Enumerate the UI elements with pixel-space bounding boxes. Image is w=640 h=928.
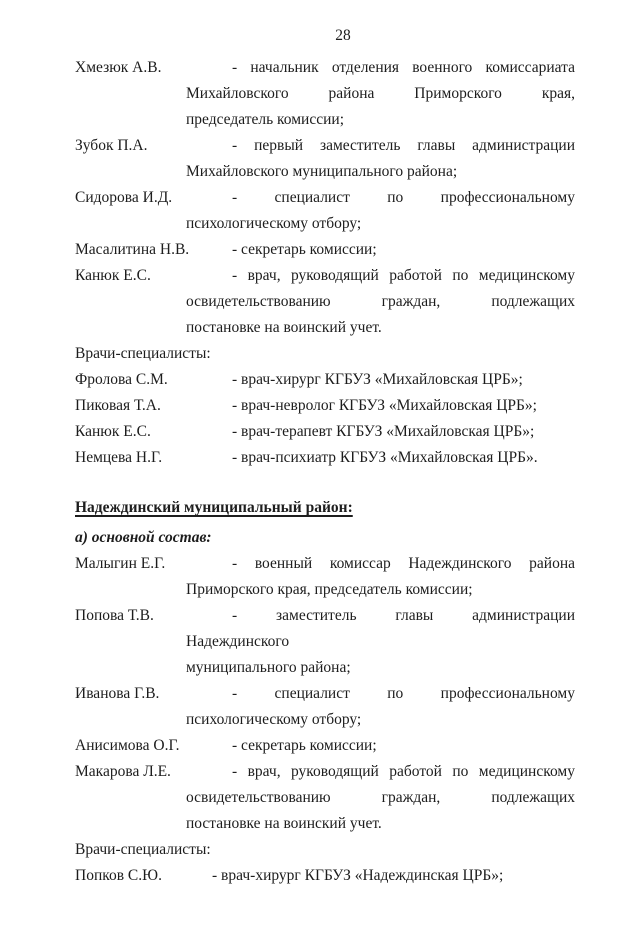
member-role — [186, 393, 575, 419]
entry-row — [75, 863, 640, 889]
role-line: - врач, руководящий работой по медицинскому — [232, 763, 575, 780]
member-role — [186, 185, 575, 237]
member-name: Канюк Е.С. — [75, 267, 151, 284]
doctors-label: Врачи-специалисты: — [75, 345, 211, 362]
member-name: Фролова С.М. — [75, 371, 168, 388]
role-line: муниципального района; — [186, 659, 351, 676]
entry-row — [75, 367, 640, 393]
role-line: Михайловского муниципального района; — [186, 163, 458, 180]
member-name: Хмезюк А.В. — [75, 59, 162, 76]
role-line: психологическому отбору; — [186, 711, 362, 728]
role-line: освидетельствованию граждан, подлежащих — [186, 789, 575, 806]
entry-row — [75, 759, 640, 837]
member-role — [186, 551, 575, 603]
member-role — [186, 759, 575, 837]
role-line: - заместитель главы администрации Надеждинского — [186, 607, 575, 650]
member-name: Малыгин Е.Г. — [75, 555, 166, 572]
entry-row — [75, 393, 640, 419]
entry-row — [75, 237, 640, 263]
role-line: Михайловского района Приморского края, — [186, 85, 575, 102]
entry-row — [75, 133, 640, 185]
role-line: - врач-хирург КГБУЗ «Надеждинская ЦРБ»; — [212, 867, 504, 884]
role-line: психологическому отбору; — [186, 215, 362, 232]
member-name: Попков С.Ю. — [75, 867, 162, 884]
role-line: - врач-терапевт КГБУЗ «Михайловская ЦРБ»; — [232, 423, 535, 440]
role-line: - врач-хирург КГБУЗ «Михайловская ЦРБ»; — [232, 371, 523, 388]
entry-row — [75, 55, 640, 133]
role-line: постановке на воинский учет. — [186, 815, 382, 832]
doctors-label: Врачи-специалисты: — [75, 841, 211, 858]
role-line: - специалист по профессиональному — [232, 685, 575, 702]
role-line: Приморского края, председатель комиссии; — [186, 581, 473, 598]
member-role — [186, 733, 575, 759]
member-role — [186, 237, 575, 263]
member-name: Пиковая Т.А. — [75, 397, 161, 414]
member-name: Сидорова И.Д. — [75, 189, 173, 206]
member-name: Зубок П.А. — [75, 137, 148, 154]
member-role — [186, 603, 575, 681]
member-role — [186, 419, 575, 445]
role-line: - специалист по профессиональному — [232, 189, 575, 206]
member-role — [186, 681, 575, 733]
entry-row — [75, 419, 640, 445]
role-line: - врач-психиатр КГБУЗ «Михайловская ЦРБ». — [232, 449, 538, 466]
entry-row — [75, 263, 640, 341]
member-name: Анисимова О.Г. — [75, 737, 180, 754]
role-line: освидетельствованию граждан, подлежащих — [186, 293, 575, 310]
role-line: - секретарь комиссии; — [232, 737, 377, 754]
page-number: 28 — [335, 27, 351, 44]
role-line: - начальник отделения военного комиссариата — [232, 59, 575, 76]
member-name: Канюк Е.С. — [75, 423, 151, 440]
role-line: постановке на воинский учет. — [186, 319, 382, 336]
entry-row — [75, 733, 640, 759]
role-line: - врач-невролог КГБУЗ «Михайловская ЦРБ»; — [232, 397, 537, 414]
role-line: - врач, руководящий работой по медицинскому — [232, 267, 575, 284]
member-role — [186, 445, 575, 471]
member-role — [186, 263, 575, 341]
section-heading: Надеждинский муниципальный район: — [75, 499, 353, 516]
entry-row — [75, 445, 640, 471]
member-role — [186, 367, 575, 393]
commission-list — [0, 55, 640, 889]
role-line: - секретарь комиссии; — [232, 241, 377, 258]
entry-row — [75, 603, 640, 681]
section-subheading: а) основной состав: — [75, 529, 212, 546]
document-page — [0, 23, 640, 928]
entry-row — [75, 551, 640, 603]
entry-row — [75, 681, 640, 733]
member-role — [186, 133, 575, 185]
member-name: Немцева Н.Г. — [75, 449, 163, 466]
member-role — [186, 863, 575, 889]
member-name: Иванова Г.В. — [75, 685, 160, 702]
role-line: - военный комиссар Надеждинского района — [232, 555, 575, 572]
role-line: председатель комиссии; — [186, 111, 345, 128]
member-name: Масалитина Н.В. — [75, 241, 190, 258]
role-line: - первый заместитель главы администрации — [232, 137, 575, 154]
member-name: Макарова Л.Е. — [75, 763, 171, 780]
member-role — [186, 55, 575, 133]
entry-row — [75, 185, 640, 237]
member-name: Попова Т.В. — [75, 607, 154, 624]
